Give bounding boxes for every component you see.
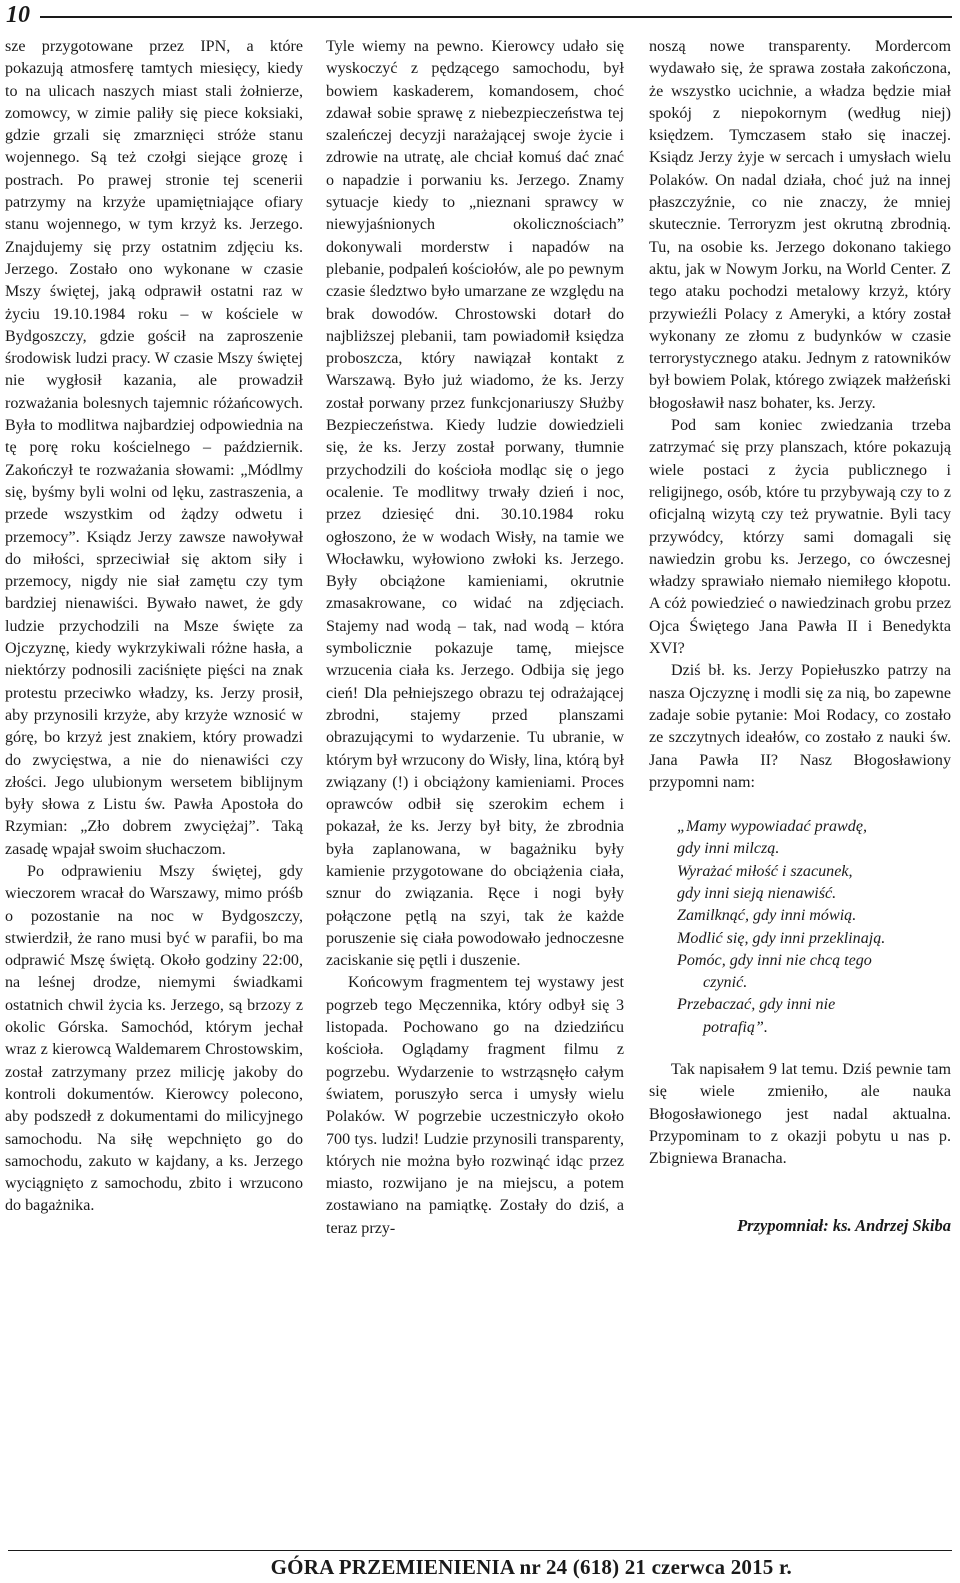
closing-paragraph: Tak napisałem 9 lat temu. Dziś pewnie tam się wiele zmieniło, ale nauka Błogosławionego jest nadal aktualna. Przypominam to z okazji pobytu u nas p. Zbigniewa Branacha. <box>649 1061 951 1168</box>
paragraph: Po odprawieniu Mszy świętej, gdy wieczorem wracał do Warszawy, mimo próśb o pozostanie na noc w Bydgoszczy, stwierdził, że rano musi być w parafii, bo ma odprawić Mszę świętą. Około godziny 22:00, na leśnej drodze, niemymi świadkami ostatnich chwil życia ks. Jerzego, są brzozy z okolic Górska. Samochód, którym jechał wraz z kierowcą Waldemarem Chrostowskim, został zatrzymany przez milicję jakoby do kontroli dokumentów. Kierowcy polecono, aby podszedł z dokumentami do milicyjnego samochodu. Na siłę wepchnięto go do samochodu, zakuto w kajdany, a ks. Jerzego wyciągnięto z samochodu, zbito i wrzucono do bagażnika. <box>5 862 303 1215</box>
top-rule <box>40 16 952 18</box>
paragraph: sze przygotowane przez IPN, a które pokazują atmosferę tamtych miesięcy, kiedy to na ulicach naszych miast stali żołnierze, zomowcy, w zimie paliły się piece koksiaki, gdzie grzali się zmarznięci stróże stanu wojennego. Są też czołgi siejące grozę i postrach. Po prawej stronie tej scenerii patrzymy na krzyże upamiętniające ofiary stanu wojennego, w tym krzyż ks. Jerzego. Znajdujemy się przy ostatnim zdjęciu ks. Jerzego. Zostało ono wykonane w czasie Mszy świętej, jaką odprawił ostatni raz w życiu 19.10.1984 roku – w kościele w Bydgoszczy, gdzie gościł na zaproszenie środowisk ludzi pracy. W czasie Mszy świętej nie wygłosił kazania, ale prowadził rozważania bolesnych tajemnic różańcowych. Była to modlitwa najbardziej odpowiednia na tę porę roku kościelnego – październik. Zakończył te rozważania słowami: „Módlmy się, byśmy byli wolni od lęku, zastraszenia, a przede wszystkim od żądzy odwetu i przemocy”. Ksiądz Jerzy zawsze nawoływał do miłości, sprzeciwiał się aktom siły i przemocy, nigdy nie siał zamętu czy tym bardziej nienawiści. Bywało nawet, że gdy ludzie przychodzili na Msze święte za Ojczyznę, kiedy wykrzykiwali różne hasła, a niektórzy podnosili zaciśnięte pięści na znak protestu przeciwko władzy, ks. Jerzy prosił, aby przynosili krzyże, aby krzyże wznosić w górę, bo krzyż jest znakiem, który prowadzi do zwycięstwa, a nie do nienawiści czy złości. Jego ulubionym wersetem biblijnym były słowa z Listu św. Pawła Apostoła do Rzymian: „Zło dobrem zwyciężaj”. Taką zasadę wpajał swoim słuchaczom. <box>5 38 303 858</box>
author-signature: Przypomniał: ks. Andrzej Skiba <box>737 1215 951 1235</box>
article-column-1 <box>5 36 303 1218</box>
poem-line: „Mamy wypowiadać prawdę, <box>677 818 867 836</box>
paragraph: Tyle wiemy na pewno. Kierowcy udało się wyskoczyć z pędzącego samochodu, był bowiem kaskaderem, komandosem, choć zdawał sobie sprawę z niebezpieczeństwa tej szaleńczej decyzji narażającej swoje życie i zdrowie na utratę, ale chciał komuś dać znać o napadzie i porwaniu ks. Jerzego. Znamy sytuacje kiedy to „nieznani sprawcy w niewyjaśnionych okolicznościach” dokonywali morderstw i napadów na plebanie, podpaleń kościołów, ale po pewnym czasie śledztwo było umarzane ze względu na brak dowodów. Chrostowski dotarł do najbliższej plebanii, tam powiadomił księdza proboszcza, który nawiązał kontakt z Warszawą. Było już wiadomo, że ks. Jerzy został porwany przez funkcjonariuszy Służby Bezpieczeństwa. Kiedy ludzie dowiedzieli się, że ks. Jerzy został porwany, tłumnie przychodzili do kościoła modląc się o jego ocalenie. Te modlitwy trwały dzień i noc, przez dziesięć dni. 30.10.1984 roku ogłoszono, że w wodach Wisły, na tamie we Włocławku, wyłowiono zwłoki ks. Jerzego. Były obciążone kamieniami, okrutnie zmasakrowane, co widać na zdjęciach. Stajemy nad wodą – tak, nad wodą – która symbolicznie pokazuje tamę, miejsce wrzucenia ciała ks. Jerzego. Odbija się jego cień! Dla pełniejszego obrazu tej odrażającej zbrodni, stajemy przed planszami obrazującymi to wydarzenie. Tu ubranie, w którym był wrzucony do Wisły, lina, którą był związany (!) i obciążony kamieniami. Proces oprawców odbił się szerokim echem i pokazał, że ks. Jerzy był bity, że zbrodnia była zaplanowana, w bagażniku były kamienie przygotowane do obciążenia ciała, sznur do związania. Ręce i nogi były połączone pętlą na szyi, tak że każde poruszenie się ciała powodowało jednoczesne zaciskanie się pętli i duszenie. <box>326 38 624 970</box>
poem <box>677 816 951 1039</box>
paragraph: noszą nowe transparenty. Mordercom wydawało się, że sprawa została zakończona, że wszystko ucichnie, a władza będzie miał spokój z niepokornym (według niej) księdzem. Tymczasem stało się inaczej. Ksiądz Jerzy żyje w sercach i umysłach wielu Polaków. On nadal działa, choć już na innej płaszczyźnie, co nie znaczy, że mniej skutecznie. Terroryzm jest okrutną zbrodnią. Tu, na osobie ks. Jerzego dokonano takiego aktu, jak w Nowym Jorku, na World Center. Z tego ataku pochodzi metalowy krzyż, który przywieźli Polacy z Ameryki, a który został wykonany ze złomu z budynków w czasie terrorystycznego ataku. Jednym z ratowników był bowiem Polak, którego związek małżeński błogosławił nasz bohater, ks. Jerzy. <box>649 38 951 412</box>
paragraph: Dziś bł. ks. Jerzy Popiełuszko patrzy na nasza Ojczyznę i modli się za nią, bo zapewne zadaje sobie pytanie: Moi Rodacy, co zostało ze szczytnych ideałów, co zostało z nauki św. Jana Pawła II? Nasz Błogosławiony przypomni nam: <box>649 662 951 791</box>
page-number: 10 <box>6 2 30 28</box>
poem-line: Modlić się, gdy inni przeklinają. <box>677 929 886 947</box>
poem-line: Zamilknąć, gdy inni mówią. <box>677 907 857 925</box>
article-column-2 <box>326 36 624 1240</box>
poem-line: gdy inni sieją nienawiść. <box>677 884 837 902</box>
poem-line: gdy inni milczą. <box>677 840 780 858</box>
poem-line: Pomóc, gdy inni nie chcą tego <box>677 951 872 969</box>
poem-line: Przebaczać, gdy inni nie <box>677 996 836 1014</box>
paragraph: Końcowym fragmentem tej wystawy jest pogrzeb tego Męczennika, który odbył się 3 listopada. Pochowano go na dziedzińcu kościoła. Oglądamy fragment filmu z pogrzebu. Wydarzenie to wstrząsnęło całym światem, poruszyło serca i umysły wielu Polaków. W pogrzebie uczestniczyło około 700 tys. ludzi! Ludzie przynosili transparenty, których nie można było rozwinąć idąc przez miasto, rozwijano je na miejscu, a potem zostawiano na pamiątkę. Zostały do dziś, a teraz przy- <box>326 974 624 1237</box>
bottom-rule <box>8 1550 952 1551</box>
paragraph: Pod sam koniec zwiedzania trzeba zatrzymać się przy planszach, które pokazują wiele postaci z życia publicznego i religijnego, osób, które tu przybywają czy to z oficjalną wizytą czy też prywatnie. Byli tacy przywódcy, którzy sami domagali się nawiedzin grobu ks. Jerzego, co ówczesnej władzy sprawiało niemało niemiłego kłopotu. A cóż powiedzieć o nawiedzinach grobu przez Ojca Świętego Jana Pawła II i Benedykta XVI? <box>649 417 951 658</box>
footer-masthead: GÓRA PRZEMIENIENIA nr 24 (618) 21 czerwca 2015 r. <box>270 1555 792 1579</box>
poem-line: czynić. <box>703 974 748 992</box>
article-column-3 <box>649 36 951 1237</box>
poem-line: potrafią”. <box>703 1018 768 1036</box>
poem-line: Wyrażać miłość i szacunek, <box>677 862 853 880</box>
